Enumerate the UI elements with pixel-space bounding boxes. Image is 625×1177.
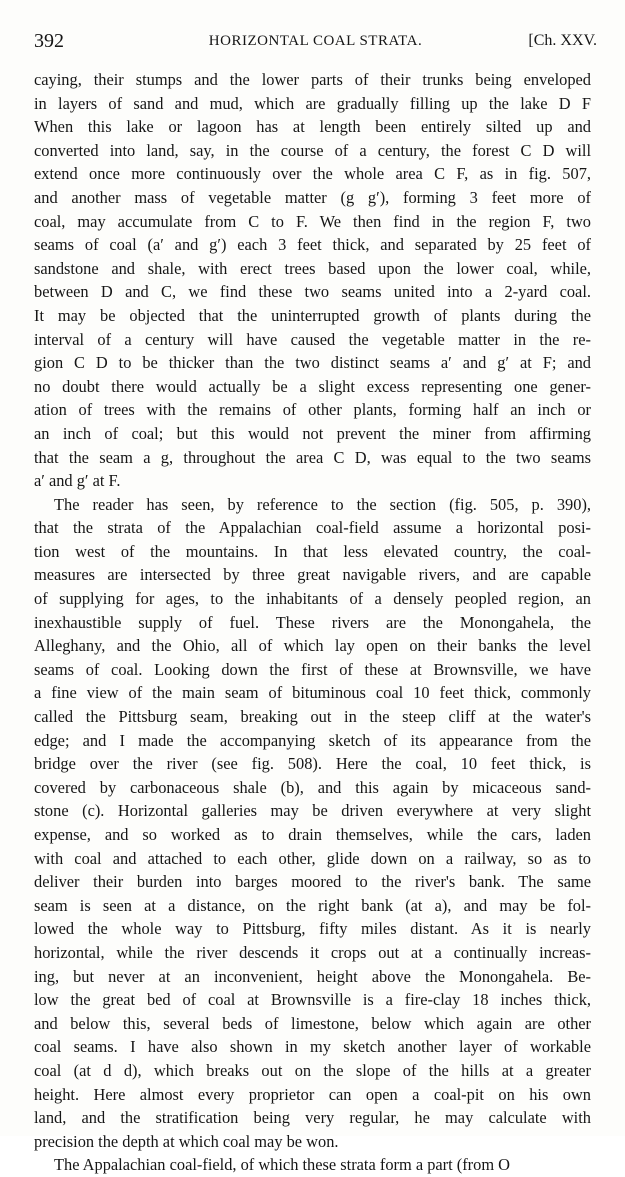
text-line: coal, may accumulate from C to F. We then find in the region F, two xyxy=(34,211,591,231)
text-line: a′ and g′ at F. xyxy=(34,471,121,491)
page-number: 392 xyxy=(34,30,64,52)
text-line: precision the depth at which coal may be won. xyxy=(34,1131,339,1151)
text-line: seam is seen at a distance, on the right bank (at a), and may be fol- xyxy=(34,895,591,915)
text-line: coal seams. I have also shown in my sketch another layer of workable xyxy=(34,1037,591,1057)
text-line: seams of coal (a′ and g′) each 3 feet thick, and separated by 25 feet of xyxy=(34,235,591,255)
text-line: a fine view of the main seam of bituminous coal 10 feet thick, commonly xyxy=(34,683,591,703)
body-text xyxy=(34,68,591,1177)
text-line: sandstone and shale, with erect trees based upon the lower coal, while, xyxy=(34,258,591,278)
text-line: coal (at d d), which breaks out on the slope of the hills at a greater xyxy=(34,1060,591,1080)
text-line: edge; and I made the accompanying sketch of its appearance from the xyxy=(34,730,591,750)
text-line: of supplying for ages, to the inhabitants of a densely peopled region, an xyxy=(34,589,591,609)
text-line: inexhaustible supply of fuel. These rivers are the Monongahela, the xyxy=(34,612,591,632)
text-line: height. Here almost every proprietor can open a coal-pit on his own xyxy=(34,1084,591,1104)
text-line: and another mass of vegetable matter (g g′), forming 3 feet more of xyxy=(34,187,591,207)
text-line: extend once more continuously over the whole area C F, as in fig. 507, xyxy=(34,164,591,184)
text-line: It may be objected that the uninterrupted growth of plants during the xyxy=(34,305,591,325)
text-line: that the seam a g, throughout the area C D, was equal to the two seams xyxy=(34,447,591,467)
text-line: no doubt there would actually be a slight excess representing one gener- xyxy=(34,376,591,396)
text-line: that the strata of the Appalachian coal-field assume a horizontal posi- xyxy=(34,518,591,538)
paragraph xyxy=(34,1153,591,1177)
text-line: expense, and so worked as to drain themselves, while the cars, laden xyxy=(34,825,591,844)
text-line: gion C D to be thicker than the two distinct seams a′ and g′ at F; and xyxy=(34,353,591,373)
text-line: and below this, several beds of limestone, below which again are other xyxy=(34,1013,591,1033)
text-line: When this lake or lagoon has at length been entirely silted up and xyxy=(34,117,591,137)
text-line: Alleghany, and the Ohio, all of which lay open on their banks the level xyxy=(34,636,591,656)
running-head xyxy=(34,30,597,60)
text-line: seams of coal. Looking down the first of these at Brownsville, we have xyxy=(34,659,591,679)
text-line: deliver their burden into barges moored to the river's bank. The same xyxy=(34,872,591,892)
text-line: interval of a century will have caused the vegetable matter in the re- xyxy=(34,329,591,349)
text-line: ation of trees with the remains of other plants, forming half an inch or xyxy=(34,400,591,420)
text-line: land, and the stratification being very regular, he may calculate with xyxy=(34,1108,591,1128)
text-line: in layers of sand and mud, which are gradually filling up the lake D F xyxy=(34,93,591,113)
text-line: caying, their stumps and the lower parts of their trunks being enveloped xyxy=(34,70,591,89)
text-line: horizontal, while the river descends it crops out at a continually increas- xyxy=(34,942,591,962)
text-line: The reader has seen, by reference to the section (fig. 505, p. 390), xyxy=(54,494,591,514)
text-line: low the great bed of coal at Brownsville is a fire-clay 18 inches thick, xyxy=(34,990,591,1010)
text-line: called the Pittsburg seam, breaking out in the steep cliff at the water's xyxy=(34,707,591,727)
text-line: tion west of the mountains. In that less elevated country, the coal- xyxy=(34,541,591,561)
text-line: The Appalachian coal-field, of which these strata form a part (from O xyxy=(54,1155,511,1175)
text-line: between D and C, we find these two seams united into a 2-yard coal. xyxy=(34,282,591,302)
running-title: HORIZONTAL COAL STRATA. xyxy=(208,33,423,49)
paragraph xyxy=(34,68,591,493)
text-line: an inch of coal; but this would not prevent the miner from affirming xyxy=(34,423,591,443)
chapter-reference: [Ch. XXV. xyxy=(528,32,597,49)
text-line: measures are intersected by three great navigable rivers, and are capable xyxy=(34,565,591,585)
text-line: lowed the whole way to Pittsburg, fifty miles distant. As it is nearly xyxy=(34,919,591,939)
text-line: converted into land, say, in the course of a century, the forest C D will xyxy=(34,140,591,160)
paragraph xyxy=(34,493,591,1154)
text-line: covered by carbonaceous shale (b), and this again by micaceous sand- xyxy=(34,777,591,797)
text-line: stone (c). Horizontal galleries may be driven everywhere at very slight xyxy=(34,801,591,821)
text-line: with coal and attached to each other, glide down on a railway, so as to xyxy=(34,848,591,868)
text-line: bridge over the river (see fig. 508). Here the coal, 10 feet thick, is xyxy=(34,754,591,774)
text-line: ing, but never at an inconvenient, height above the Monongahela. Be- xyxy=(34,966,591,986)
